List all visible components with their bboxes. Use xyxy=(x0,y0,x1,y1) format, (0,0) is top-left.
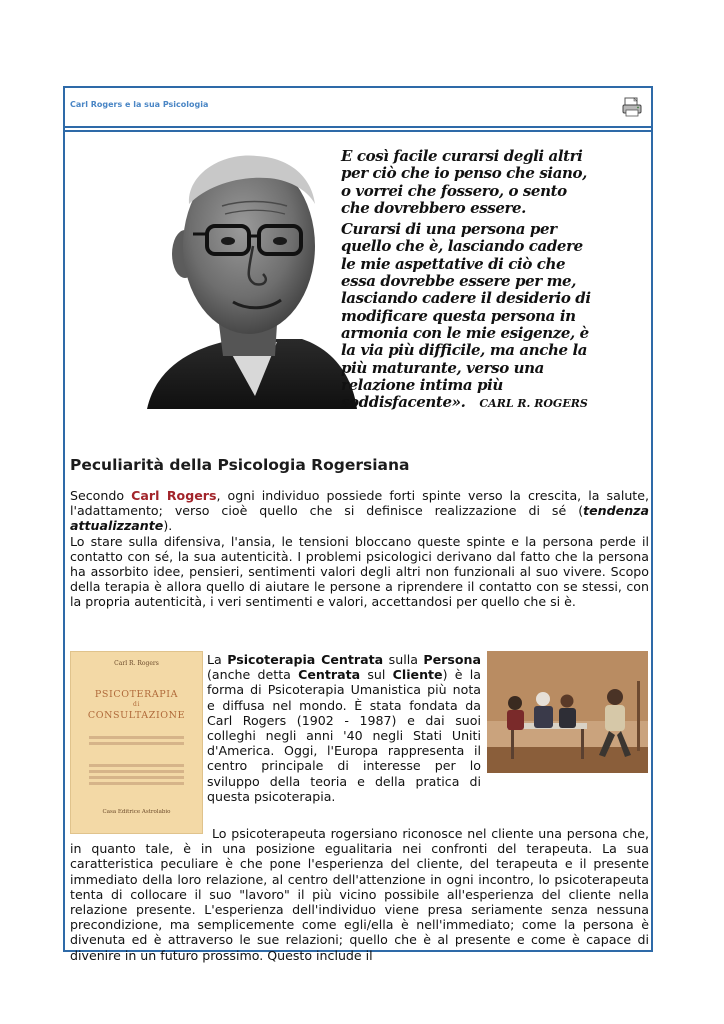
quote-paragraph xyxy=(341,221,591,412)
bold-term: Psicoterapia Centrata xyxy=(227,652,384,667)
text-run: , ogni individuo possiede forti spinte verso la crescita, la salute, l'adattamento; verso cioè quello che si definisce realizzazione di sé ( xyxy=(70,488,649,519)
book-text-line xyxy=(89,776,184,779)
book-text-line xyxy=(89,782,184,785)
page-header-title: Carl Rogers e la sua Psicologia xyxy=(70,100,209,109)
section-title: Peculiarità della Psicologia Rogersiana xyxy=(70,456,410,474)
text-run: Secondo xyxy=(70,488,132,503)
book-title-line: CONSULTAZIONE xyxy=(87,710,186,721)
quote-banner xyxy=(127,134,591,412)
intro-paragraph: Lo stare sulla difensiva, l'ansia, le tensioni bloccano queste spinte e la persona perde il contatto con sé, la sua autenticità. I problemi psicologici derivano dal fatto che la persona ha assorbito idee, pensieri, sentimenti valori degli altri non funzionali al suo vivere. Scopo della terapia è allora quello di aiutare le persone a riprendere il contatto con se stessi, con la propria autenticità, i veri sentimenti e valori, accettandosi per quello che si è. xyxy=(70,533,649,610)
document-frame xyxy=(63,86,653,963)
book-text-line xyxy=(89,770,184,773)
book-title-small: di xyxy=(133,701,140,708)
emphasis-term: tendenza attualizzante xyxy=(70,503,649,534)
therapy-paragraph xyxy=(207,652,481,804)
text-run: (anche detta xyxy=(207,667,299,683)
bold-term: Cliente xyxy=(392,667,443,683)
text-run: sulla xyxy=(383,652,424,667)
text-run: ) è la forma di Psicoterapia Umanistica più nota e diffusa nel mondo. È stata fondata da Carl Rogers (1902 - 1987) e dai suoi colleghi negli anni '40 negli Stati Uniti d'America. Oggi, l'Europa rappresenta il centro principale di interesse per lo sviluppo della teoria e della pratica di questa psicoterapia. xyxy=(207,667,481,804)
book-text-line xyxy=(89,764,184,767)
book-text-line xyxy=(89,736,184,739)
print-icon[interactable] xyxy=(621,96,643,118)
carl-rogers-portrait xyxy=(127,134,357,409)
carl-rogers-link[interactable]: Carl Rogers xyxy=(131,488,217,503)
header-bar xyxy=(65,88,651,128)
bold-term: Centrata xyxy=(298,667,361,683)
rogers-quote xyxy=(341,148,591,416)
therapy-session-photo xyxy=(487,651,648,773)
intro-paragraph xyxy=(70,488,649,534)
closing-paragraph: Lo psicoterapeuta rogersiano riconosce nel cliente una persona che, in quanto tale, è in una posizione egualitaria nei confronti del terapeuta. La sua caratteristica peculiare è che pone l'esperienza del cliente, del terapeuta e il presente immediato della loro relazione, al centro dell'attenzione in ogni incontro, lo psicoterapeuta tenta di collocare il suo "lavoro" il più vicino possibile all'esperienza del cliente nella relazione presente. L'esperienza dell'individuo viene presa seriamente senza nessuna precondizione, ma semplicemente come egli/ella è nell'immediato; come la persona è divenuta ed è attraverso le sue relazioni; quello che è al presente e come è capace di divenire in un futuro prossimo. Questo include il xyxy=(70,826,649,963)
quote-paragraph: E così facile curarsi degli altri per ciò che io penso che siano, o vorrei che fossero, o sento che dovrebbero essere. xyxy=(341,147,587,217)
book-author: Carl R. Rogers xyxy=(114,660,159,667)
book-publisher: Casa Editrice Astrolabio xyxy=(102,809,171,815)
book-title-line: PSICOTERAPIA xyxy=(94,689,179,700)
quote-signature: CARL R. ROGERS xyxy=(479,397,588,411)
bold-term: Persona xyxy=(423,652,482,667)
text-run: La xyxy=(207,652,228,667)
intro-text xyxy=(70,488,649,610)
book-title xyxy=(71,688,202,722)
book-text-line xyxy=(89,742,184,745)
text-run: sul xyxy=(360,667,393,683)
text-run: ). xyxy=(163,518,173,534)
book-cover-image xyxy=(70,651,203,834)
quote-text: Curarsi di una persona per quello che è, lasciando cadere le mie aspettative di ciò che essa dovrebbe essere per me, lasciando cadere il desiderio di modificare questa persona in armonia con le mie esigenze, è la via più difficile, ma anche la più maturante, verso una relazione intima più soddisfacente». xyxy=(341,220,591,412)
